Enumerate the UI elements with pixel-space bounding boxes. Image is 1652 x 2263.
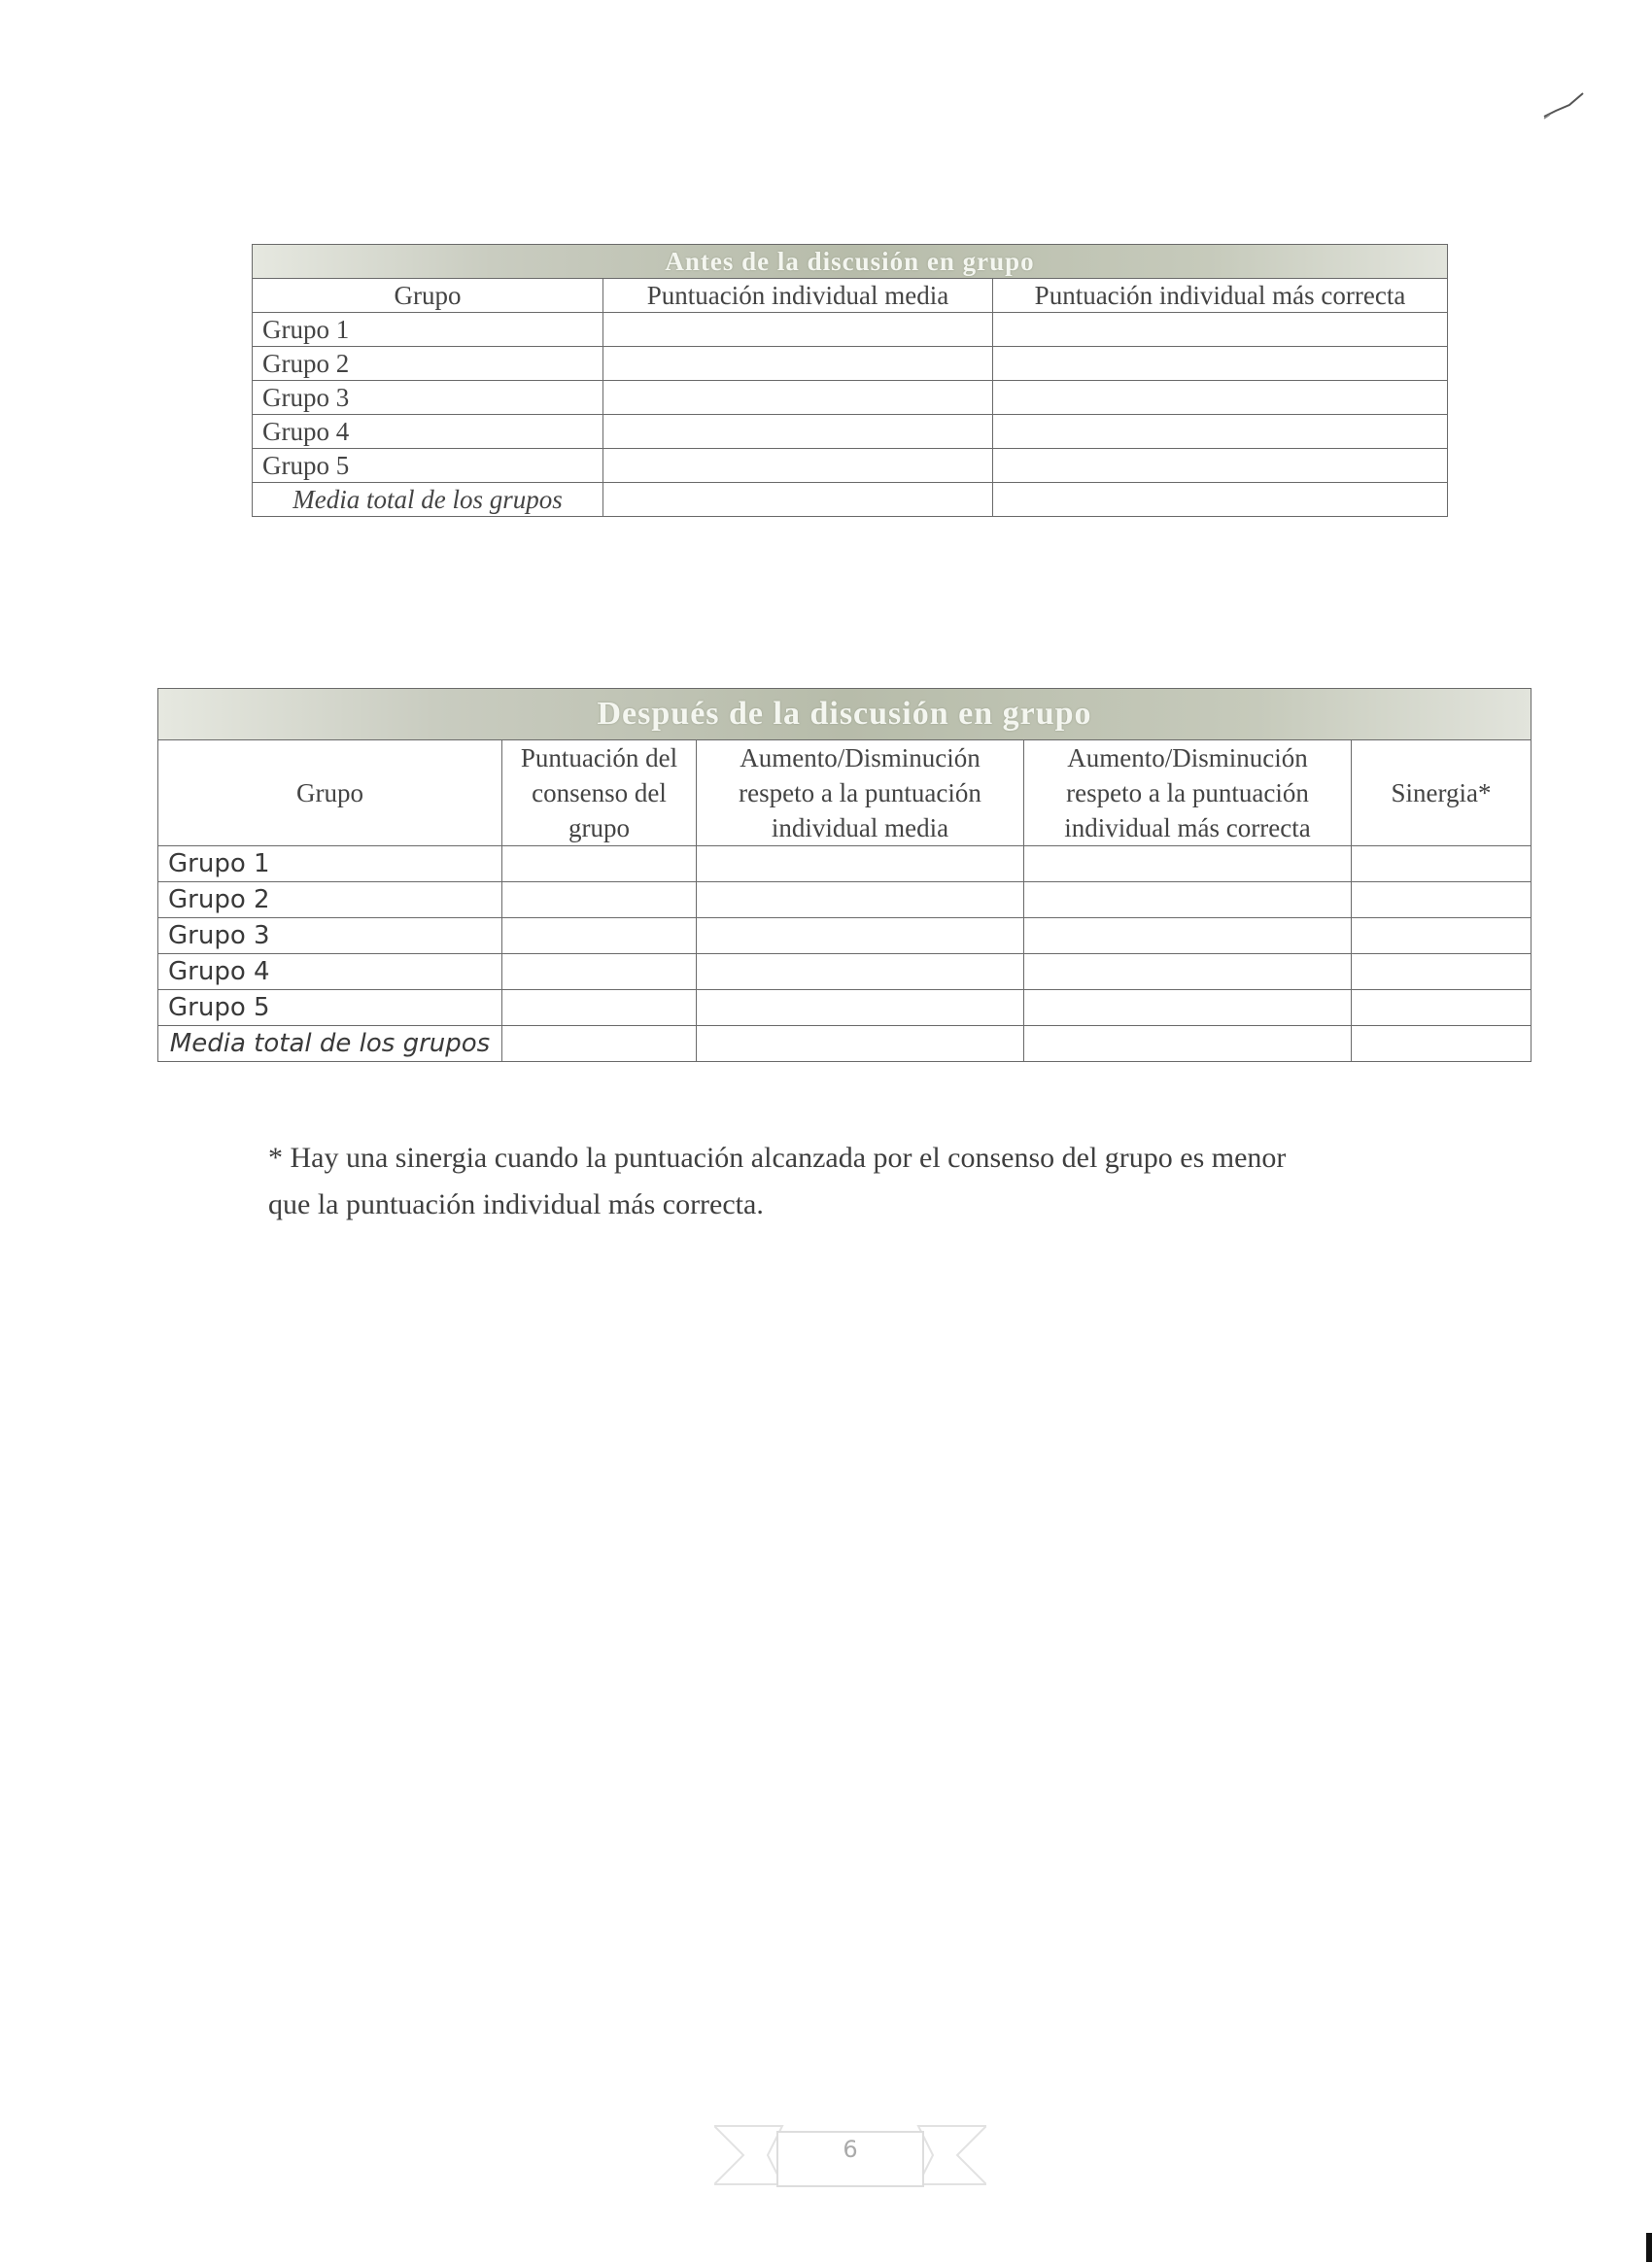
before-table-title: Antes de la discusión en grupo: [253, 245, 1448, 279]
empty-cell[interactable]: [502, 918, 697, 954]
empty-cell[interactable]: [603, 313, 993, 347]
empty-cell[interactable]: [993, 483, 1448, 517]
row-label: Grupo 4: [158, 954, 502, 990]
row-label: Grupo 2: [158, 882, 502, 918]
scan-edge-mark: [1646, 2233, 1652, 2262]
empty-cell[interactable]: [603, 483, 993, 517]
empty-cell[interactable]: [502, 1026, 697, 1062]
empty-cell[interactable]: [1024, 1026, 1352, 1062]
footnote: [268, 1135, 1473, 1228]
row-label: Grupo 1: [158, 846, 502, 882]
empty-cell[interactable]: [993, 381, 1448, 415]
pen-mark-icon: [1540, 86, 1589, 124]
total-label: Media total de los grupos: [158, 1026, 502, 1062]
table-row-total: [158, 1026, 1532, 1062]
empty-cell[interactable]: [1352, 990, 1532, 1026]
empty-cell[interactable]: [697, 846, 1024, 882]
table-row: [253, 415, 1448, 449]
empty-cell[interactable]: [1024, 882, 1352, 918]
empty-cell[interactable]: [993, 449, 1448, 483]
table-row: [158, 918, 1532, 954]
empty-cell[interactable]: [1352, 918, 1532, 954]
empty-cell[interactable]: [603, 347, 993, 381]
header-change-vs-mean: Aumento/Disminución respeto a la puntuación individual media: [697, 740, 1024, 846]
row-label: Grupo 4: [253, 415, 603, 449]
empty-cell[interactable]: [1024, 954, 1352, 990]
page-number-ribbon: [714, 2118, 986, 2196]
total-label: Media total de los grupos: [253, 483, 603, 517]
table-row: [158, 954, 1532, 990]
empty-cell[interactable]: [603, 449, 993, 483]
empty-cell[interactable]: [1352, 882, 1532, 918]
empty-cell[interactable]: [697, 990, 1024, 1026]
empty-cell[interactable]: [1352, 954, 1532, 990]
row-label: Grupo 5: [158, 990, 502, 1026]
empty-cell[interactable]: [1352, 846, 1532, 882]
empty-cell[interactable]: [697, 954, 1024, 990]
empty-cell[interactable]: [697, 882, 1024, 918]
table-row: [253, 313, 1448, 347]
table-row: [253, 381, 1448, 415]
empty-cell[interactable]: [502, 882, 697, 918]
empty-cell[interactable]: [697, 918, 1024, 954]
header-mean-individual-score: Puntuación individual media: [603, 279, 993, 313]
empty-cell[interactable]: [603, 415, 993, 449]
table-row: [158, 846, 1532, 882]
page-number: 6: [843, 2136, 858, 2163]
table-row: [158, 990, 1532, 1026]
header-change-vs-most-correct: Aumento/Disminución respeto a la puntuación individual más correcta: [1024, 740, 1352, 846]
row-label: Grupo 2: [253, 347, 603, 381]
footnote-line-2: que la puntuación individual más correcta.: [268, 1188, 764, 1220]
empty-cell[interactable]: [502, 846, 697, 882]
table-row: [253, 449, 1448, 483]
empty-cell[interactable]: [697, 1026, 1024, 1062]
header-grupo: Grupo: [158, 740, 502, 846]
empty-cell[interactable]: [1024, 990, 1352, 1026]
empty-cell[interactable]: [502, 990, 697, 1026]
empty-cell[interactable]: [1024, 846, 1352, 882]
row-label: Grupo 1: [253, 313, 603, 347]
header-most-correct-individual-score: Puntuación individual más correcta: [993, 279, 1448, 313]
header-sinergia: Sinergia*: [1352, 740, 1532, 846]
empty-cell[interactable]: [993, 415, 1448, 449]
row-label: Grupo 3: [158, 918, 502, 954]
footnote-line-1: * Hay una sinergia cuando la puntuación alcanzada por el consenso del grupo es menor: [268, 1142, 1287, 1174]
table-row: [253, 347, 1448, 381]
table-row-total: [253, 483, 1448, 517]
before-discussion-table: [252, 244, 1448, 517]
empty-cell[interactable]: [603, 381, 993, 415]
table-row: [158, 882, 1532, 918]
empty-cell[interactable]: [502, 954, 697, 990]
after-table-title: Después de la discusión en grupo: [158, 689, 1532, 740]
empty-cell[interactable]: [1352, 1026, 1532, 1062]
header-grupo: Grupo: [253, 279, 603, 313]
row-label: Grupo 3: [253, 381, 603, 415]
empty-cell[interactable]: [993, 313, 1448, 347]
empty-cell[interactable]: [1024, 918, 1352, 954]
after-discussion-table: [157, 688, 1532, 1062]
header-consensus-score: Puntuación del consenso del grupo: [502, 740, 697, 846]
row-label: Grupo 5: [253, 449, 603, 483]
empty-cell[interactable]: [993, 347, 1448, 381]
